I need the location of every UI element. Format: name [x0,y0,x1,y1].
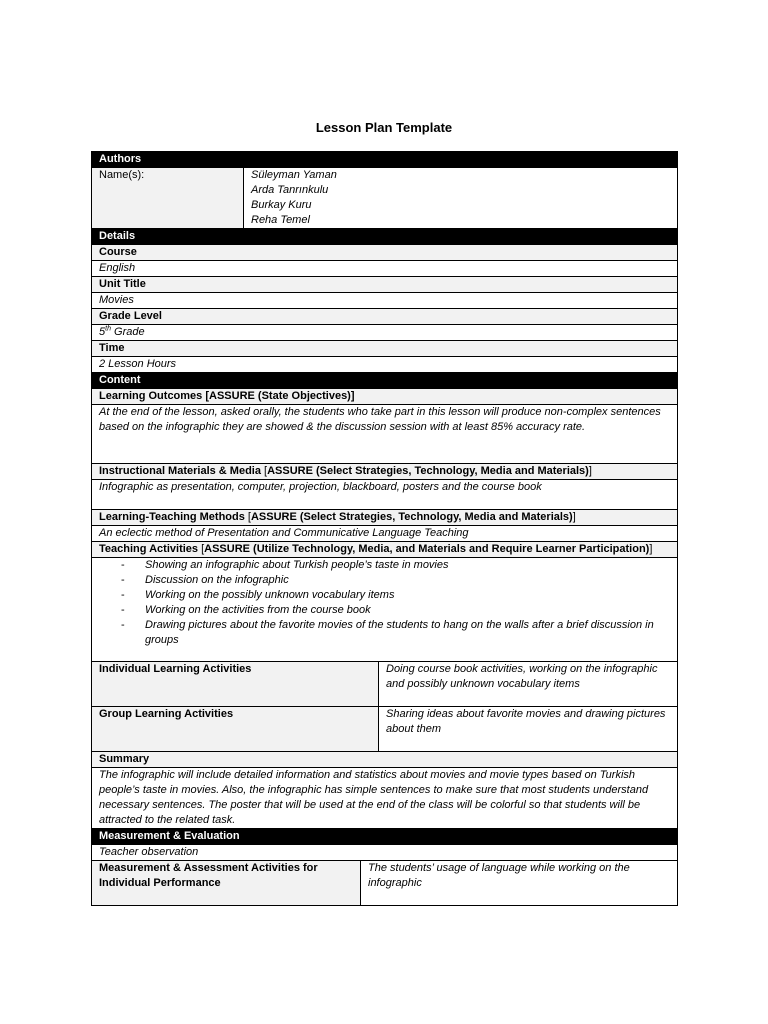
measurement-header: Measurement & Evaluation [92,829,678,845]
materials-label: Instructional Materials & Media [ASSURE (Select Strategies, Technology, Media and Materials)] [92,464,678,480]
list-item: - Drawing pictures about the favorite movies of the students to hang on the walls after a brief discussion in groups [121,619,654,646]
unit-title-value: Movies [92,293,678,309]
group-activities-text: Sharing ideas about favorite movies and drawing pictures about them [379,707,678,752]
list-item: - Discussion on the infographic [121,574,289,586]
author-name: Burkay Kuru [251,199,312,211]
author-name: Arda Tanrınkulu [251,184,329,196]
content-header: Content [92,373,678,389]
teaching-activities-list [92,558,678,662]
lesson-plan-table [91,151,678,906]
page-title: Lesson Plan Template [315,120,453,135]
list-item: - Showing an infographic about Turkish people’s taste in movies [121,559,449,571]
unit-title-label: Unit Title [92,277,678,293]
group-activities-label: Group Learning Activities [92,707,379,752]
assessment-activities-label: Measurement & Assessment Activities for Individual Performance [92,861,361,906]
course-label: Course [92,245,678,261]
measurement-method: Teacher observation [92,845,678,861]
grade-level-value: 5th Grade [92,325,678,341]
individual-activities-text: Doing course book activities, working on the infographic and possibly unknown vocabulary items [379,662,678,707]
list-item: - Working on the activities from the course book [121,604,371,616]
materials-text: Infographic as presentation, computer, projection, blackboard, posters and the course book [92,480,678,510]
names-label: Name(s): [92,168,244,229]
summary-label: Summary [92,752,678,768]
course-value: English [92,261,678,277]
learning-outcomes-label: Learning Outcomes [ASSURE (State Objectives)] [92,389,678,405]
assessment-activities-text: The students’ usage of language while working on the infographic [361,861,678,906]
list-item: - Working on the possibly unknown vocabulary items [121,589,395,601]
author-name: Reha Temel [251,214,310,226]
methods-label: Learning-Teaching Methods [ASSURE (Select Strategies, Technology, Media and Materials)] [92,510,678,526]
summary-text: The infographic will include detailed information and statistics about movies and movie types based on Turkish people’s taste in movies. Also, the infographic has simple sentences to make sure that most students understand necessary sentences. The poster that will be used at the end of the class will be colorful so that students will be attracted to the related task. [92,768,678,829]
author-names [244,168,678,229]
time-value: 2 Lesson Hours [92,357,678,373]
teaching-activities-label: Teaching Activities [ASSURE (Utilize Technology, Media, and Materials and Require Learner Participation)] [92,542,678,558]
details-header: Details [92,229,678,245]
author-name: Süleyman Yaman [251,169,337,181]
time-label: Time [92,341,678,357]
learning-outcomes-text: At the end of the lesson, asked orally, the students who take part in this lesson will produce non-complex sentences based on the infographic they are showed & the discussion session with at least 85% accuracy rate. [92,405,678,464]
methods-text: An eclectic method of Presentation and Communicative Language Teaching [92,526,678,542]
authors-header: Authors [92,152,678,168]
grade-level-label: Grade Level [92,309,678,325]
individual-activities-label: Individual Learning Activities [92,662,379,707]
